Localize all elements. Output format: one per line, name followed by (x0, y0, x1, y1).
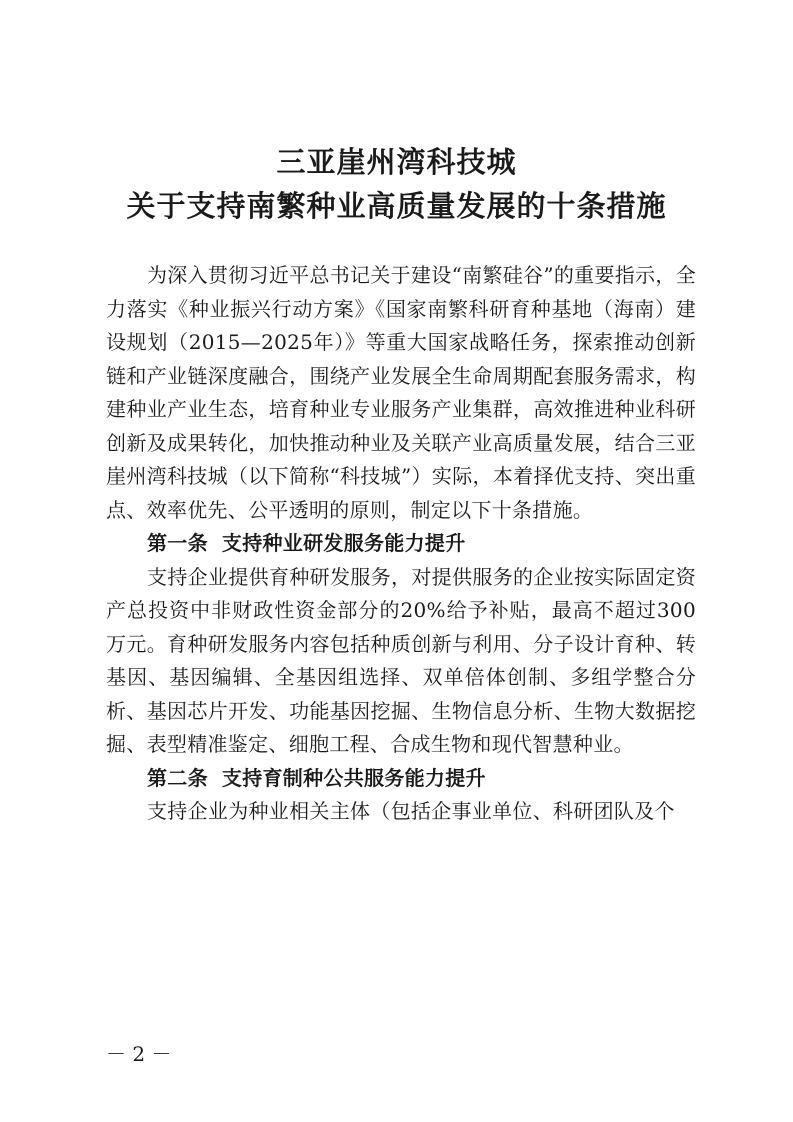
article-1-title: 支持种业研发服务能力提升 (221, 531, 466, 555)
title-line-1: 三亚崖州湾科技城 (276, 145, 517, 179)
document-body (106, 259, 696, 829)
article-1-number: 第一条 (147, 531, 208, 555)
article-1-heading (106, 527, 696, 561)
article-2-title: 支持育制种公共服务能力提升 (221, 765, 486, 790)
article-2-heading (106, 762, 696, 796)
intro-paragraph: 为深入贯彻习近平总书记关于建设“南繁硅谷”的重要指示，全力落实《种业振兴行动方案》《国家南繁科研育种基地（海南）建设规划（2015—2025年）》等重大国家战略任务，探索推动创新链和产业链深度融合，围绕产业发展全生命周期配套服务需求，构建种业产业生态，培育种业专业服务产业集群，高效推进种业科研创新及成果转化，加快推动种业及关联产业高质量发展，结合三亚崖州湾科技城（以下简称“科技城”）实际，本着择优支持、突出重点、效率优先、公平透明的原则，制定以下十条措施。 (106, 263, 696, 522)
article-2-body: 支持企业为种业相关主体（包括企事业单位、科研团队及个 (147, 799, 675, 823)
article-2-number: 第二条 (147, 765, 208, 790)
title-line-2: 关于支持南繁种业高质量发展的十条措施 (126, 189, 667, 223)
article-1-body: 支持企业提供育种研发服务，对提供服务的企业按实际固定资产总投资中非财政性资金部分的20%给予补贴，最高不超过300万元。育种研发服务内容包括种质创新与利用、分子设计育种、转基因、基因编辑、全基因组选择、双单倍体创制、多组学整合分析、基因芯片开发、功能基因挖掘、生物信息分析、生物大数据挖掘、表型精准鉴定、细胞工程、合成生物和现代智慧种业。 (106, 564, 696, 756)
document-title (0, 140, 793, 228)
page-number: － 2 － (106, 1042, 172, 1066)
